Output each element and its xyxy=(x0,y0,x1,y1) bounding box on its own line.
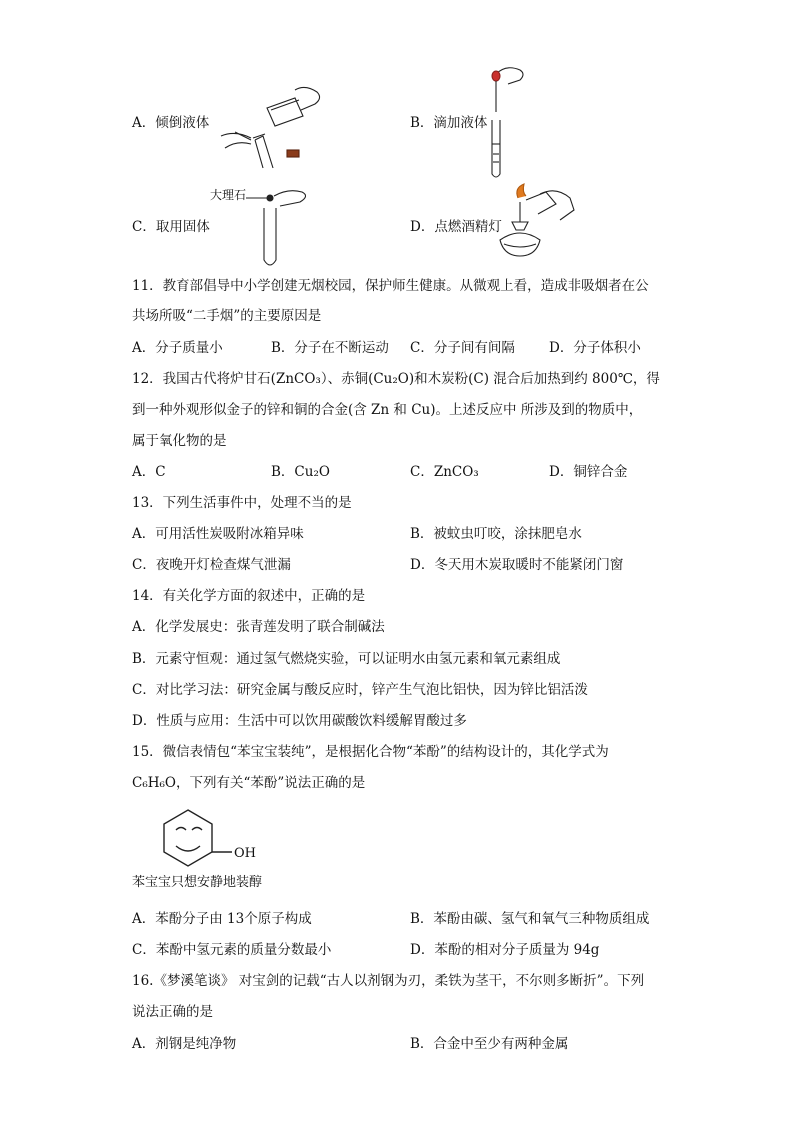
q14-option-a: A．化学发展史：张青莲发明了联合制碱法 xyxy=(132,619,385,635)
q10-option-c: C．取用固体 xyxy=(132,219,210,235)
q11-stem-line2: 共场所吸“二手烟”的主要原因是 xyxy=(132,308,322,324)
q16-stem-line2: 说法正确的是 xyxy=(132,1004,213,1020)
phenol-caption: 苯宝宝只想安静地装醇 xyxy=(132,875,263,890)
q12-stem-line2: 到一种外观形似金子的锌和铜的合金(含 Zn 和 Cu)。上述反应中 所涉及到的物质中， xyxy=(132,402,643,418)
q16-option-a: A．剂钢是纯净物 xyxy=(132,1036,237,1052)
q16-stem-line1: 16.《梦溪笔谈》 对宝剑的记载“古人以剂钢为刃，柔铁为茎干，不尔则多断折”。下列 xyxy=(132,973,645,989)
q11-option-c: C．分子间有间隔 xyxy=(410,340,515,356)
phenol-oh-label: OH xyxy=(234,846,256,861)
q16-option-b: B．合金中至少有两种金属 xyxy=(410,1036,569,1052)
q15-option-a: A．苯酚分子由 13个原子构成 xyxy=(132,911,312,927)
q10-option-d: D．点燃酒精灯 xyxy=(410,219,502,235)
q13-option-b: B．被蚊虫叮咬，涂抹肥皂水 xyxy=(410,526,582,542)
q15-stem-line2: C₆H₆O，下列有关“苯酚”说法正确的是 xyxy=(132,775,366,791)
q10-option-a: A．倾倒液体 xyxy=(132,115,210,131)
fig-c-label: 大理石 xyxy=(210,188,247,202)
q12-option-a: A．C xyxy=(132,464,166,480)
q14-option-b: B．元素守恒观：通过氢气燃烧实验，可以证明水由氢元素和氧元素组成 xyxy=(132,651,561,667)
q12-stem-line1: 12．我国古代将炉甘石(ZnCO₃）、赤铜(Cu₂O)和木炭粉(C) 混合后加热到约 800℃，得 xyxy=(132,371,660,387)
dropping-liquid-illustration xyxy=(482,64,532,186)
q12-option-b: B．Cu₂O xyxy=(271,464,330,480)
q15-option-d: D．苯酚的相对分子质量为 94g xyxy=(410,942,600,958)
q12-option-c: C．ZnCO₃ xyxy=(410,464,479,480)
q11-option-d: D．分子体积小 xyxy=(549,340,641,356)
pouring-liquid-illustration xyxy=(215,80,325,174)
q14-stem: 14．有关化学方面的叙述中，正确的是 xyxy=(132,588,366,604)
taking-solid-illustration xyxy=(246,184,316,272)
q12-stem-line3: 属于氧化物的是 xyxy=(132,433,227,449)
q10-option-b: B．滴加液体 xyxy=(410,115,488,131)
lighting-alcohol-lamp-illustration xyxy=(496,186,578,266)
q15-stem-line1: 15．微信表情包“苯宝宝装纯”，是根据化合物“苯酚”的结构设计的，其化学式为 xyxy=(132,744,609,760)
q13-option-c: C．夜晚开灯检查煤气泄漏 xyxy=(132,557,291,573)
q11-stem-line1: 11．教育部倡导中小学创建无烟校园，保护师生健康。从微观上看，造成非吸烟者在公 xyxy=(132,278,649,294)
q12-option-d: D．铜锌合金 xyxy=(549,464,628,480)
q13-stem: 13．下列生活事件中，处理不当的是 xyxy=(132,495,352,511)
q13-option-d: D．冬天用木炭取暖时不能紧闭门窗 xyxy=(410,557,624,573)
q11-option-b: B．分子在不断运动 xyxy=(271,340,389,356)
q15-option-b: B．苯酚由碳、氢气和氧气三种物质组成 xyxy=(410,911,650,927)
q14-option-c: C．对比学习法：研究金属与酸反应时，锌产生气泡比铝快，因为锌比铝活泼 xyxy=(132,682,588,698)
q11-option-a: A．分子质量小 xyxy=(132,340,223,356)
q15-option-c: C．苯酚中氢元素的质量分数最小 xyxy=(132,942,332,958)
phenol-structure-illustration xyxy=(160,808,270,876)
q13-option-a: A．可用活性炭吸附冰箱异味 xyxy=(132,526,304,542)
q14-option-d: D．性质与应用：生活中可以饮用碳酸饮料缓解胃酸过多 xyxy=(132,713,467,729)
